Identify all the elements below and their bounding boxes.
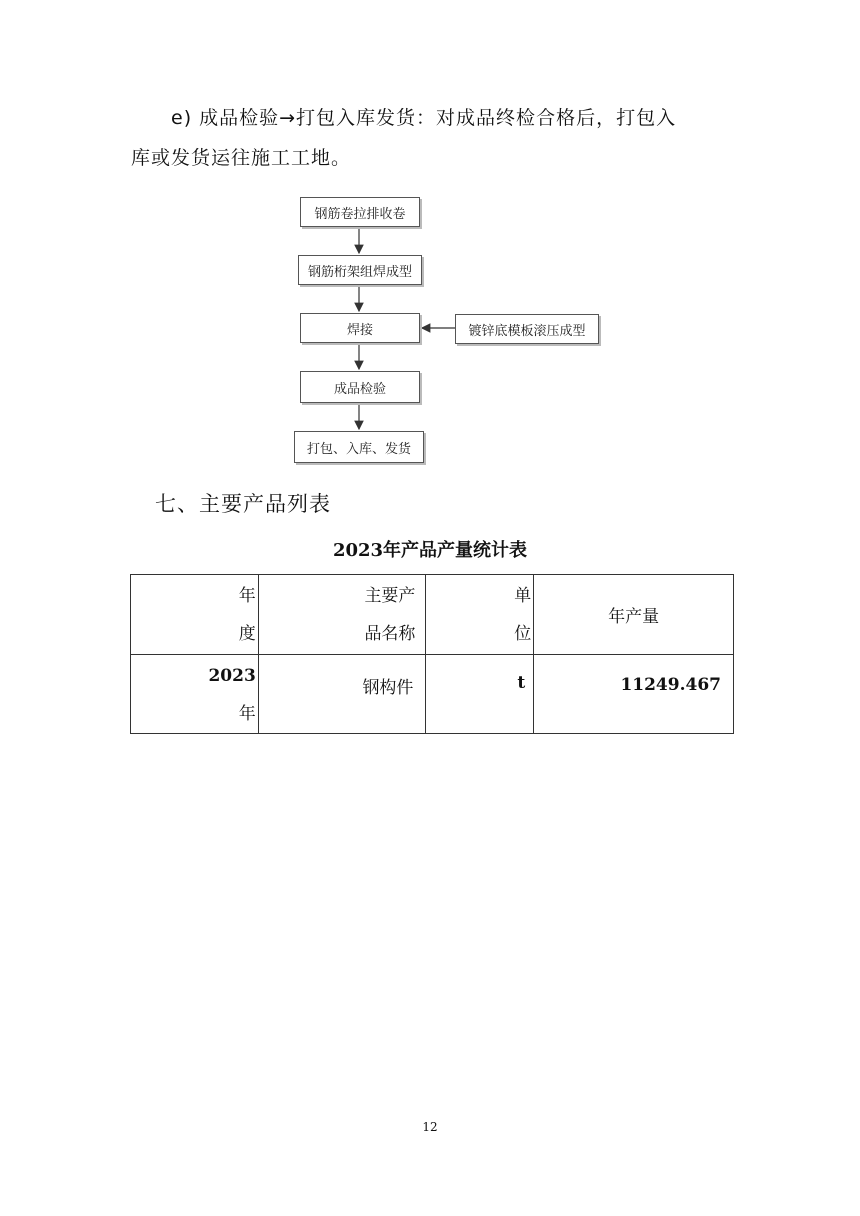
cell-unit-value: t [517, 673, 526, 693]
table-row [131, 655, 734, 734]
process-flowchart [0, 0, 860, 480]
header-output [534, 575, 734, 655]
flow-step-truss-welding: 钢筋桁架组焊成型 [298, 255, 422, 285]
flow-step-coil: 钢筋卷拉排收卷 [300, 197, 420, 227]
header-unit [426, 575, 534, 655]
paragraph-line-1: e) 成品检验→打包入库发货：对成品终检合格后，打包入 [171, 107, 677, 129]
header-unit-line2: 位 [514, 624, 532, 644]
cell-year [131, 655, 259, 734]
production-table [130, 574, 734, 734]
header-output-label: 年产量 [608, 607, 660, 627]
table-header-row [131, 575, 734, 655]
paragraph-line-2: 库或发货运往施工工地。 [131, 147, 352, 169]
cell-year-line2: 年 [238, 704, 256, 724]
flow-step-welding: 焊接 [300, 313, 420, 343]
header-product-line2: 品名称 [364, 624, 416, 644]
section-heading: 七、主要产品列表 [155, 492, 331, 516]
flow-step-inspection: 成品检验 [300, 371, 420, 403]
header-unit-line1: 单 [514, 586, 532, 606]
cell-product-value: 钢构件 [362, 678, 414, 698]
cell-product [258, 655, 426, 734]
flowchart-arrows [0, 0, 860, 480]
header-product-line1: 主要产 [364, 586, 416, 606]
table-title: 2023年产品产量统计表 [332, 540, 528, 561]
page-number: 12 [422, 1120, 438, 1134]
cell-output-value: 11249.467 [620, 675, 721, 695]
cell-unit [426, 655, 534, 734]
flow-step-galvanized-forming: 镀锌底模板滚压成型 [455, 314, 599, 344]
header-year [131, 575, 259, 655]
header-product [258, 575, 426, 655]
header-year-line2: 度 [238, 624, 256, 644]
flow-step-packing: 打包、入库、发货 [294, 431, 424, 463]
header-year-line1: 年 [238, 586, 256, 606]
cell-year-line1: 2023 [208, 666, 256, 686]
cell-output [534, 655, 734, 734]
